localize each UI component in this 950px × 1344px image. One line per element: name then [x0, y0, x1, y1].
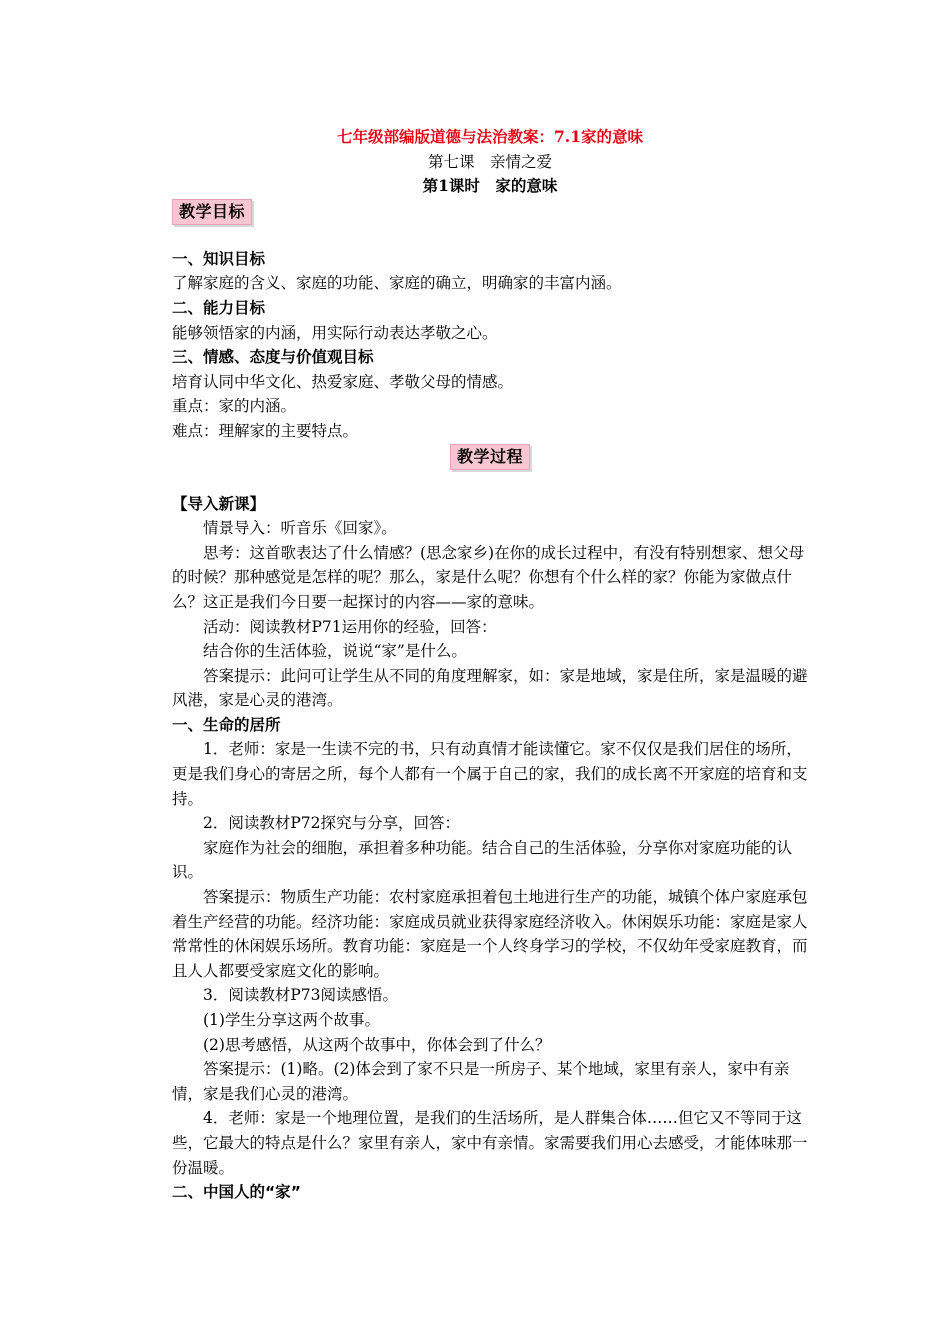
intro-line: 情景导入：听音乐《回家》。 [203, 519, 397, 538]
section1-line: 答案提示：物质生产功能：农村家庭承担着包土地进行生产的功能，城镇个体户家庭承包着生产经营的功能。经济功能：家庭成员就业获得家庭经济收入。休闲娱乐功能：家庭是家人常常性的休闲娱乐场所。教育功能：家庭是一个人终身学习的学校，不仅幼年受家庭教育，而且人人都要受家庭文化的影响。 [172, 888, 808, 980]
document-body [172, 125, 808, 1205]
document-title: 七年级部编版道德与法治教案：7.1家的意味 [337, 127, 643, 146]
goal-text-knowledge: 了解家庭的含义、家庭的功能、家庭的确立，明确家的丰富内涵。 [172, 274, 622, 293]
section2-heading: 二、中国人的“家” [172, 1183, 301, 1202]
goal-heading-values: 三、情感、态度与价值观目标 [172, 348, 374, 367]
goal-heading-ability: 二、能力目标 [172, 298, 266, 317]
section1-line: 4．老师：家是一个地理位置，是我们的生活场所，是人群集合体……但它又不等同于这些，它最大的特点是什么？家里有亲人，家中有亲情。家需要我们用心去感受，才能体味那一份温暖。 [172, 1109, 808, 1177]
section1-line: 家庭作为社会的细胞，承担着多种功能。结合自己的生活体验，分享你对家庭功能的认识。 [172, 838, 793, 882]
teaching-goals-badge: 教学目标 [172, 199, 252, 225]
key-point: 重点：家的内涵。 [172, 397, 297, 416]
section1-line: 2．阅读教材P72探究与分享，回答： [203, 814, 461, 833]
intro-line: 活动：阅读教材P71运用你的经验，回答： [203, 617, 497, 636]
lesson-title: 第七课 亲情之爱 [427, 152, 552, 171]
section1-line: 答案提示：(1)略。(2)体会到了家不只是一所房子、某个地域，家里有亲人，家中有亲情，家是我们心灵的港湾。 [172, 1060, 790, 1103]
goal-text-values: 培育认同中华文化、热爱家庭、孝敬父母的情感。 [172, 372, 514, 391]
section1-line: (1)学生分享这两个故事。 [203, 1011, 380, 1029]
section1-heading: 一、生命的居所 [172, 715, 281, 734]
teaching-process-badge: 教学过程 [450, 444, 530, 470]
section1-line: 3．阅读教材P73阅读感悟。 [203, 986, 399, 1005]
section1-line: (2)思考感悟，从这两个故事中，你体会到了什么？ [203, 1035, 551, 1054]
intro-line: 结合你的生活体验，说说“家”是什么。 [203, 642, 467, 661]
goal-heading-knowledge: 一、知识目标 [172, 249, 266, 268]
section1-line: 1．老师：家是一生读不完的书，只有动真情才能读懂它。家不仅仅是我们居住的场所，更是我们身心的寄居之所，每个人都有一个属于自己的家，我们的成长离不开家庭的培育和支持。 [172, 740, 808, 808]
goal-text-ability: 能够领悟家的内涵，用实际行动表达孝敬之心。 [172, 323, 498, 342]
period-title: 第1课时 家的意味 [422, 176, 558, 196]
intro-heading: 【导入新课】 [172, 494, 266, 513]
process-badge-row [172, 444, 808, 478]
intro-line: 答案提示：此问可让学生从不同的角度理解家，如：家是地域，家是住所，家是温暖的避风港，家是心灵的港湾。 [172, 666, 808, 710]
goals-badge-row [172, 199, 808, 233]
intro-line: 思考：这首歌表达了什么情感？(思念家乡)在你的成长过程中，有没有特别想家、想父母的时候？那种感觉是怎样的呢？那么，家是什么呢？你想有个什么样的家？你能为家做点什么？这正是我们今日要一起探讨的内容——家的意味。 [172, 543, 805, 611]
difficulty-point: 难点：理解家的主要特点。 [172, 421, 359, 440]
